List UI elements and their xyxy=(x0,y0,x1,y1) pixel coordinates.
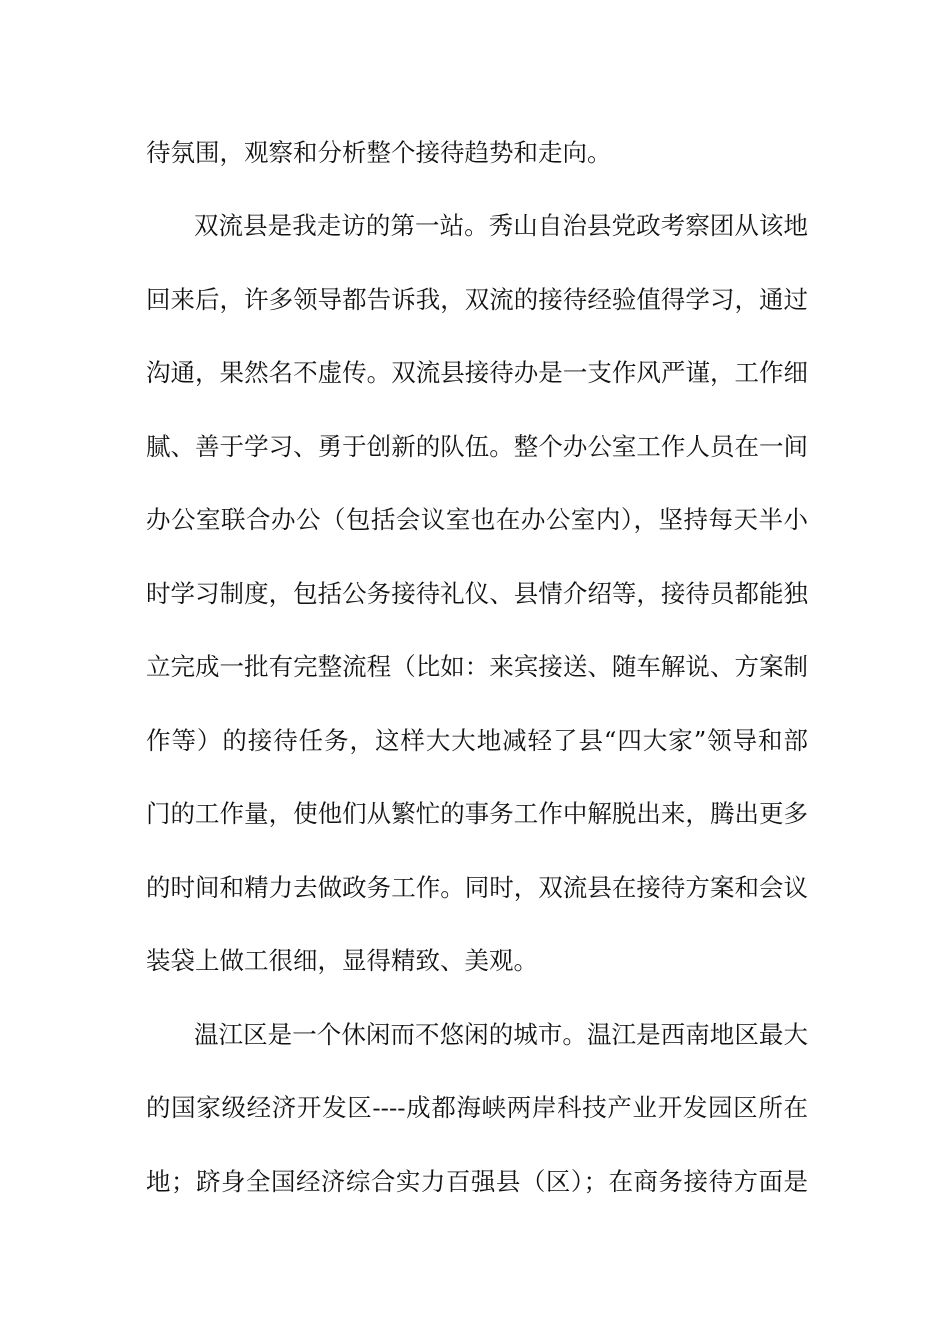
text-line: 待氛围，观察和分析整个接待趋势和走向。 xyxy=(146,138,612,167)
text-line: 门的工作量，使他们从繁忙的事务工作中解脱出来，腾出更多 xyxy=(146,799,808,828)
text-line: 立完成一批有完整流程（比如：来宾接送、随车解说、方案制 xyxy=(146,652,808,681)
text-line: 时学习制度，包括公务接待礼仪、县情介绍等，接待员都能独 xyxy=(146,579,808,608)
text-line: 回来后，许多领导都告诉我，双流的接待经验值得学习，通过 xyxy=(146,285,808,314)
text-line: 温江区是一个休闲而不悠闲的城市。温江是西南地区最大 xyxy=(194,1020,808,1049)
text-line: 腻、善于学习、勇于创新的队伍。整个办公室工作人员在一间 xyxy=(146,432,808,461)
text-line: 地；跻身全国经济综合实力百强县（区）；在商务接待方面是 xyxy=(146,1167,808,1196)
text-line: 装袋上做工很细，显得精致、美观。 xyxy=(146,946,538,975)
text-line: 的国家级经济开发区----成都海峡两岸科技产业开发园区所在 xyxy=(146,1093,808,1122)
text-line: 的时间和精力去做政务工作。同时，双流县在接待方案和会议 xyxy=(146,873,808,902)
text-line: 办公室联合办公（包括会议室也在办公室内），坚持每天半小 xyxy=(146,505,808,534)
text-line: 双流县是我走访的第一站。秀山自治县党政考察团从该地 xyxy=(194,211,808,240)
text-line: 作等）的接待任务，这样大大地减轻了县“四大家”领导和部 xyxy=(146,726,808,755)
text-line: 沟通，果然名不虚传。双流县接待办是一支作风严谨，工作细 xyxy=(146,358,808,387)
